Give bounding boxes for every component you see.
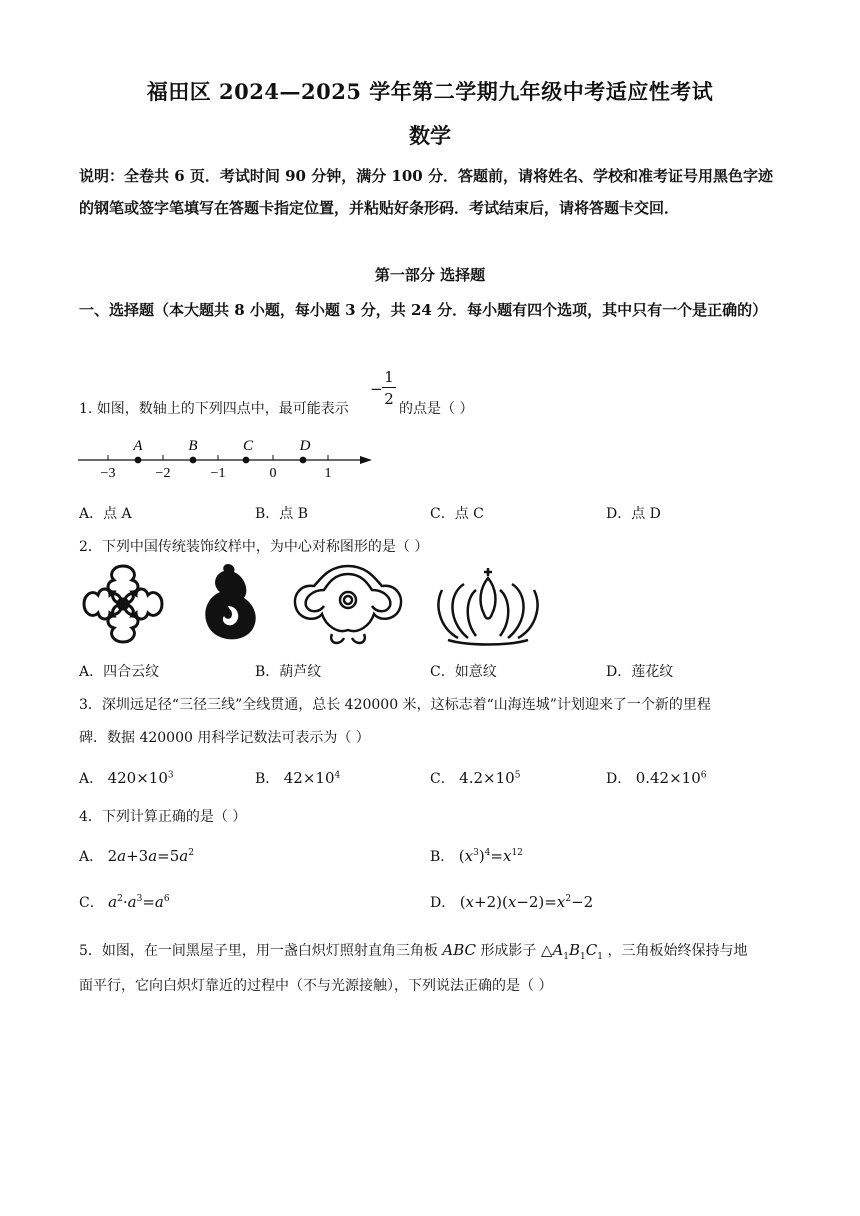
q4-option-c[interactable]: [79, 892, 170, 912]
opt-exp: 4: [334, 770, 341, 781]
triangle-symbol: △: [540, 941, 553, 959]
opt-label: B．: [430, 849, 455, 865]
tick-label-neg3: −3: [100, 466, 116, 481]
q5-shadow-triangle: $\triangle A_1B_1C_1$: [540, 941, 603, 962]
axis-arrow: [360, 456, 372, 464]
q4-option-b[interactable]: [430, 846, 523, 866]
point-a-label: A: [133, 438, 143, 454]
opt-exp: 5: [514, 770, 521, 781]
q1-stem-a: 1. 如图，数轴上的下列四点中，最可能表示: [79, 401, 349, 417]
q1-option-b[interactable]: B．点 B: [255, 506, 309, 522]
q4-option-a[interactable]: [79, 846, 194, 866]
q1-stem-b: 的点是（ ）: [399, 401, 474, 417]
q5-stem-c: ，三角板始终保持与地: [607, 943, 748, 959]
q3-option-a[interactable]: [79, 768, 174, 788]
tick-label-neg1: −1: [210, 466, 226, 481]
ruyi-pattern-image: [288, 560, 408, 648]
q3-option-b[interactable]: [255, 768, 340, 788]
point-c-dot: [243, 457, 250, 464]
tick-label-1: 1: [324, 466, 332, 481]
four-cloud-pattern-image: [78, 560, 168, 648]
opt-label: D．: [606, 771, 632, 787]
section-title: 一、选择题（本大题共 8 小题，每小题 3 分，共 24 分．每小题有四个选项，其中只有一个是正确的）: [79, 301, 768, 319]
q5-abc: ABC: [442, 941, 476, 959]
q1-option-a[interactable]: A．点 A: [79, 506, 132, 522]
opt-base: 0.42×10: [635, 769, 701, 787]
q3-stem-line1: 3．深圳远足径“三径三线”全线贯通，总长 420000 米，这标志着“山海连城”计划迎来了一个新的里程: [79, 697, 711, 713]
frac-num: 1: [384, 368, 394, 386]
q2-option-d[interactable]: D．莲花纹: [606, 664, 674, 680]
q3-option-c[interactable]: [430, 768, 520, 788]
q2-stem: 2．下列中国传统装饰纹样中，为中心对称图形的是（ ）: [79, 539, 429, 555]
point-b-dot: [190, 457, 197, 464]
tick-label-neg2: −2: [155, 466, 171, 481]
gourd-pattern-image: [198, 560, 260, 648]
q1-option-c[interactable]: C．点 C: [430, 506, 484, 522]
frac-bar: [382, 387, 396, 388]
q3-option-d[interactable]: [606, 768, 706, 788]
instructions: 说明：全卷共 6 页．考试时间 90 分钟，满分 100 分．答题前，请将姓名、学校和准考证号用黑色字迹的钢笔或签字笔填写在答题卡指定位置，并粘贴好条形码．考试结束后，请将答题卡交回．: [79, 167, 773, 217]
opt-base: 4.2×10: [459, 769, 515, 787]
opt-exp: 6: [700, 770, 707, 781]
opt-expression: $(x^3)^4=x^{12}$: [458, 847, 523, 865]
q5-stem-line2: 面平行，它向白炽灯靠近的过程中（不与光源接触），下列说法正确的是（ ）: [79, 978, 553, 994]
opt-expression: $a^2\cdot a^3=a^6$: [108, 893, 170, 911]
q3-stem-line2: 碑．数据 420000 用科学记数法可表示为（ ）: [79, 730, 370, 746]
opt-exp: 3: [167, 770, 174, 781]
q1-option-d[interactable]: D．点 D: [606, 506, 661, 522]
frac-sign: −: [370, 380, 383, 398]
opt-label: D．: [430, 895, 456, 911]
q4-option-d[interactable]: [430, 892, 593, 912]
point-c-label: C: [242, 438, 254, 454]
point-d-dot: [300, 457, 307, 464]
point-d-label: D: [299, 438, 311, 454]
frac-den: 2: [384, 390, 394, 408]
number-line: [76, 432, 376, 482]
opt-base: 42×10: [283, 769, 335, 787]
opt-base: 420×10: [107, 769, 168, 787]
lotus-pattern-image: [428, 560, 548, 648]
opt-expression: $(x+2)(x-2)=x^2-2$: [459, 893, 594, 911]
opt-label: B．: [255, 771, 280, 787]
opt-label: A．: [79, 849, 104, 865]
q2-option-c[interactable]: C．如意纹: [430, 664, 497, 680]
q5-stem-line1: [79, 940, 784, 962]
tick-label-0: 0: [269, 466, 277, 481]
opt-label: C．: [79, 895, 104, 911]
exam-title: 福田区 2024—2025 学年第二学期九年级中考适应性考试: [146, 79, 714, 104]
opt-expression: $2a+3a=5a^2$: [107, 847, 194, 865]
q5-stem-b: 形成影子: [480, 943, 537, 959]
q5-stem-a: 5．如图，在一间黑屋子里，用一盏白炽灯照射直角三角板: [79, 943, 438, 959]
opt-label: C．: [430, 771, 455, 787]
q4-stem: 4．下列计算正确的是（ ）: [79, 809, 247, 825]
point-b-label: B: [188, 438, 198, 454]
q2-option-a[interactable]: A．四合云纹: [79, 664, 160, 680]
exam-subject: 数学: [409, 123, 451, 148]
part-title: 第一部分 选择题: [374, 266, 486, 284]
q2-option-b[interactable]: B．葫芦纹: [255, 664, 322, 680]
point-a-dot: [135, 457, 142, 464]
opt-label: A．: [79, 771, 104, 787]
